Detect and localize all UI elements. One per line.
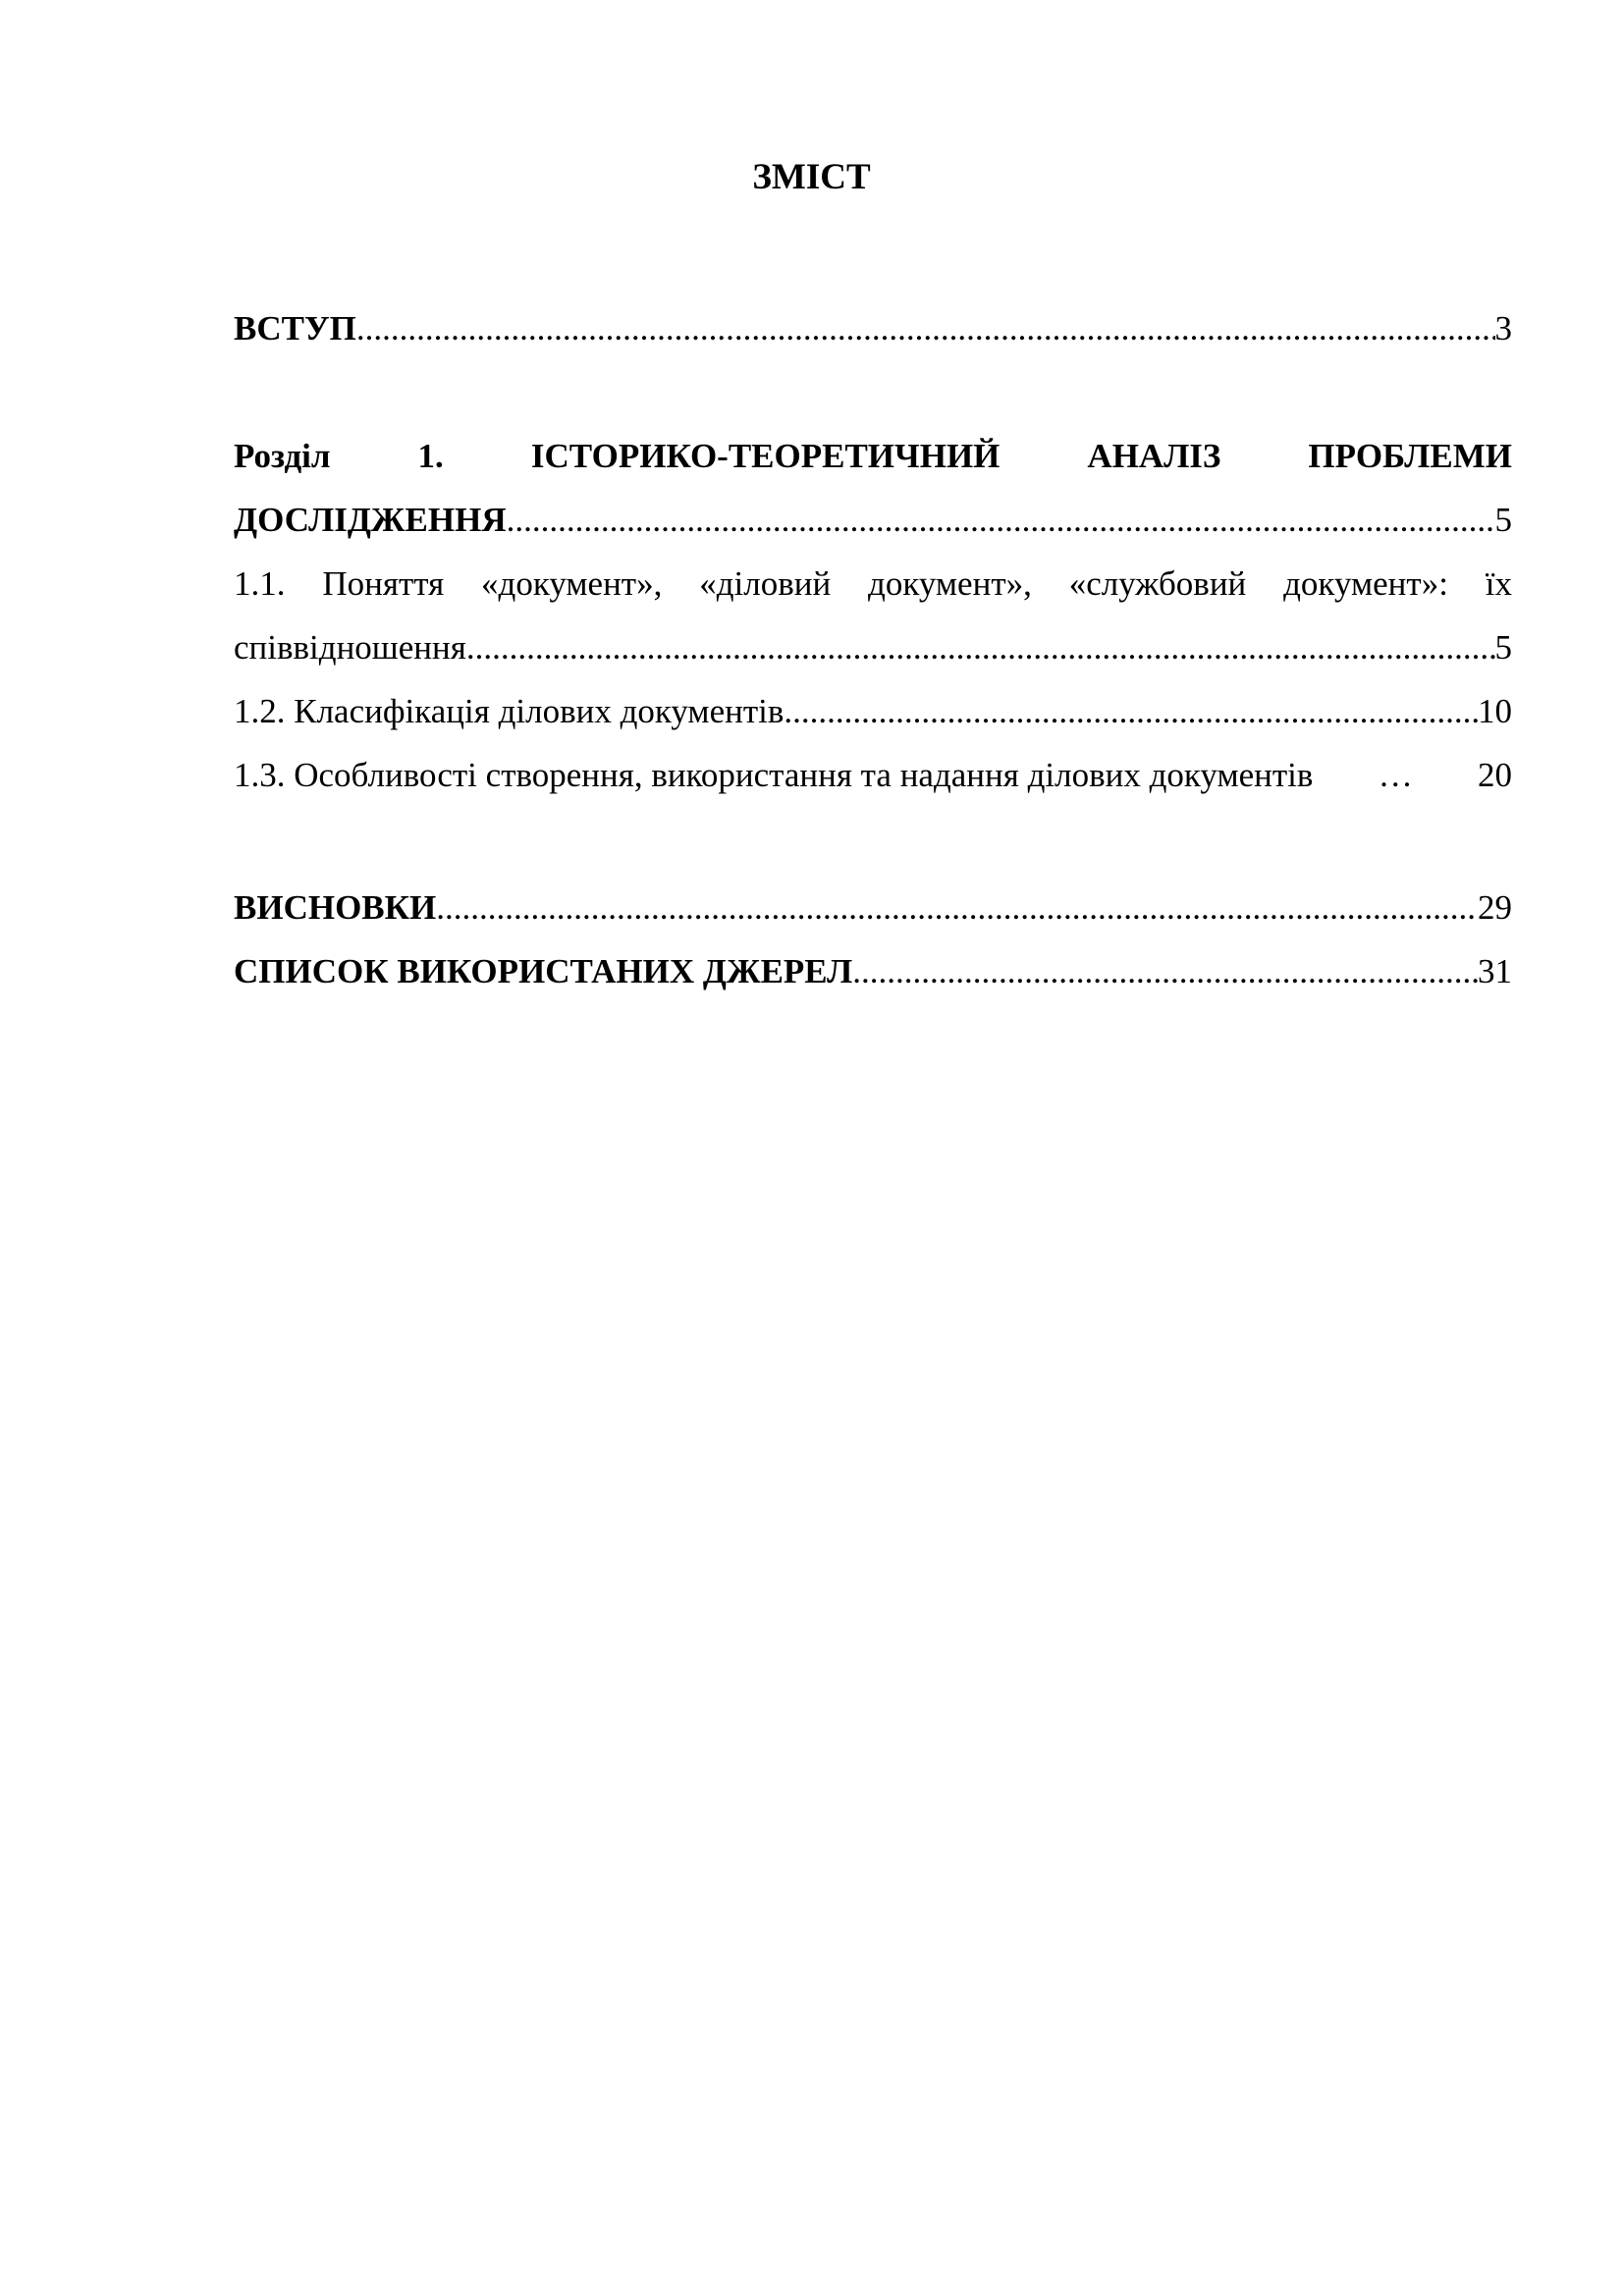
toc-entry-chapter-1-line2 xyxy=(234,496,1512,545)
toc-page-number: 5 xyxy=(1494,501,1512,539)
toc-dot-leader xyxy=(852,947,1478,996)
toc-entry-chapter-1-line1 xyxy=(234,432,1512,481)
toc-entry-label: 1.3. Особливості створення, використання та надання ділових документів xyxy=(234,756,1314,794)
toc-dot-leader xyxy=(507,496,1495,545)
toc-entry-label: співвідношення xyxy=(234,628,466,667)
toc-entry-section-1-1-line2 xyxy=(234,623,1512,672)
toc-dot-leader xyxy=(784,687,1478,736)
toc-page-number: 3 xyxy=(1494,309,1512,347)
toc-entry-introduction xyxy=(234,304,1512,353)
page-title: ЗМІСТ xyxy=(752,157,871,197)
toc-page-number: 20 xyxy=(1478,756,1512,794)
toc-entry-label: 1.1. Поняття «документ», «діловий документ», «службовий документ»: їх xyxy=(234,564,1512,603)
toc-entry-references xyxy=(234,947,1512,996)
toc-ellipsis-leader: … xyxy=(1378,756,1413,794)
toc-page-number: 31 xyxy=(1478,952,1512,990)
toc-entry-section-1-1-line1 xyxy=(234,560,1512,609)
toc-entry-label: СПИСОК ВИКОРИСТАНИХ ДЖЕРЕЛ xyxy=(234,952,853,990)
toc-entry-label: ВСТУП xyxy=(234,309,356,347)
toc-page-number: 10 xyxy=(1478,692,1512,730)
toc-page-number: 5 xyxy=(1494,628,1512,667)
toc-entry-label: 1.2. Класифікація ділових документів xyxy=(234,692,784,730)
toc-dot-leader xyxy=(436,883,1478,933)
toc-entry-label: Розділ 1. ІСТОРИКО-ТЕОРЕТИЧНИЙ АНАЛІЗ ПРОБЛЕМИ xyxy=(234,437,1512,475)
toc-entry-section-1-2 xyxy=(234,687,1512,736)
toc-entry-section-1-3 xyxy=(234,751,1512,800)
toc-dot-leader xyxy=(356,304,1495,353)
toc-entry-label: ДОСЛІДЖЕННЯ xyxy=(234,501,507,539)
toc-page-number: 29 xyxy=(1478,888,1512,927)
toc-dot-leader xyxy=(466,623,1495,672)
toc-entry-label: ВИСНОВКИ xyxy=(234,888,437,927)
toc-entry-conclusions xyxy=(234,883,1512,933)
